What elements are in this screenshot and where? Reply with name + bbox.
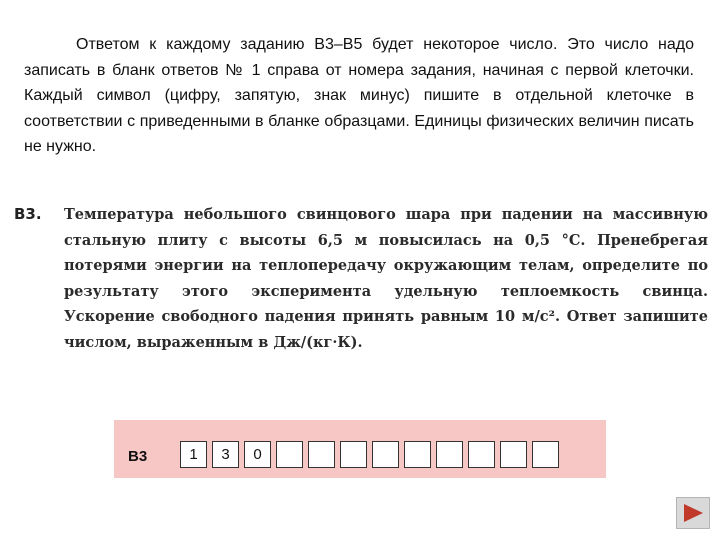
answer-cell[interactable] <box>532 441 559 468</box>
answer-cells <box>180 441 559 468</box>
answer-cell[interactable] <box>468 441 495 468</box>
instructions-paragraph <box>24 32 694 160</box>
next-slide-button[interactable] <box>676 497 710 529</box>
answer-cell[interactable] <box>372 441 399 468</box>
task-number: В3. <box>14 205 42 223</box>
answer-cell[interactable] <box>436 441 463 468</box>
play-triangle-icon <box>682 503 704 523</box>
instructions-text: Ответом к каждому заданию В3–В5 будет некоторое число. Это число надо записать в бланк ответов № 1 справа от номера задания, начиная с первой клеточки. Каждый символ (цифру, запятую, знак минус) пишите в отдельной клеточке в соответствии с приведенными в бланке образцами. Единицы физических величин писать не нужно. <box>24 36 694 155</box>
answer-cell[interactable]: 3 <box>212 441 239 468</box>
answer-cell[interactable] <box>308 441 335 468</box>
answer-cell[interactable] <box>404 441 431 468</box>
answer-task-label: В3 <box>128 448 148 465</box>
answer-cell[interactable]: 1 <box>180 441 207 468</box>
answer-cell[interactable] <box>500 441 527 468</box>
task-text: Температура небольшого свинцового шара при падении на массивную стальную плиту с высоты 6,5 м повысилась на 0,5 °С. Пренебрегая потерями энергии на теплопередачу окружающим телам, определите по результату этого эксперимента удельную теплоемкость свинца. Ускорение свободного падения принять равным 10 м/с². Ответ запишите числом, выраженным в Дж/(кг·К). <box>64 206 708 351</box>
answer-form-panel <box>114 420 606 478</box>
answer-cell[interactable]: 0 <box>244 441 271 468</box>
answer-cell[interactable] <box>276 441 303 468</box>
answer-cell[interactable] <box>340 441 367 468</box>
